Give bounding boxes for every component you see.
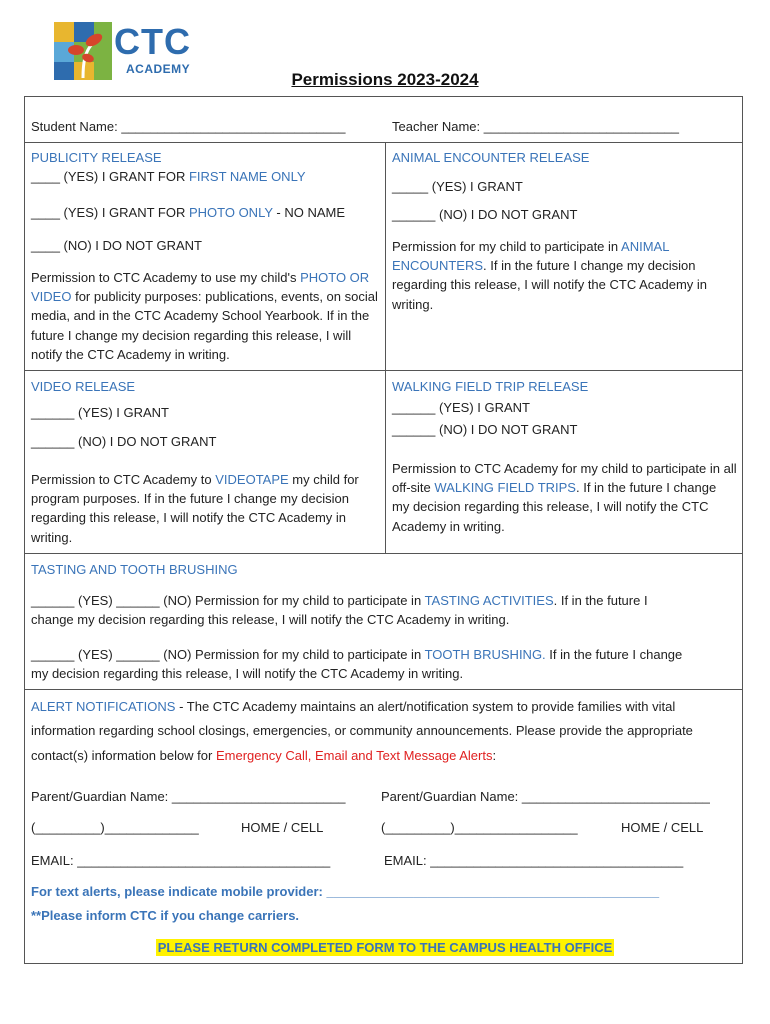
publicity-opt1-text: ____ (YES) I GRANT FOR bbox=[31, 169, 189, 184]
walking-para-text: Permission to CTC Academy for my child to participate in all off-site bbox=[392, 461, 737, 496]
tooth-brushing-line-2: my decision regarding this release, I will notify the CTC Academy in writing. bbox=[31, 666, 464, 681]
walking-para-highlight: WALKING FIELD TRIPS bbox=[434, 480, 576, 496]
phone-field-1[interactable]: (_________)_____________ bbox=[31, 820, 199, 835]
return-notice: PLEASE RETURN COMPLETED FORM TO THE CAMPUS HEALTH OFFICE bbox=[157, 940, 613, 955]
phone-field-2[interactable]: (_________)_________________ bbox=[381, 820, 578, 835]
publicity-option-no[interactable]: ____ (NO) I DO NOT GRANT bbox=[31, 238, 202, 253]
video-para-text: Permission to CTC Academy to bbox=[31, 472, 216, 487]
alerts-line3-rest: : bbox=[492, 748, 497, 763]
email-field-1[interactable]: EMAIL: ___________________________________ bbox=[31, 853, 331, 868]
publicity-option-photo[interactable] bbox=[31, 203, 345, 222]
animal-option-no[interactable]: ______ (NO) I DO NOT GRANT bbox=[392, 207, 578, 222]
walking-paragraph bbox=[392, 459, 737, 536]
divider-names bbox=[24, 142, 743, 143]
alerts-intro-line-1 bbox=[31, 697, 675, 716]
publicity-para-highlight: PHOTO OR VIDEO bbox=[31, 270, 370, 305]
email-field-2[interactable]: EMAIL: ___________________________________ bbox=[384, 853, 684, 868]
tasting-line-1[interactable] bbox=[31, 591, 648, 610]
video-option-no[interactable]: ______ (NO) I DO NOT GRANT bbox=[31, 434, 217, 449]
divider-row1 bbox=[24, 370, 743, 371]
publicity-para-text: Permission to CTC Academy to use my child's bbox=[31, 270, 301, 285]
student-name-label: Student Name bbox=[31, 119, 115, 134]
column-divider bbox=[385, 142, 386, 553]
phone-type-2[interactable]: HOME / CELL bbox=[621, 820, 704, 835]
tooth-line1-text: ______ (YES) ______ (NO) Permission for my child to participate in bbox=[31, 647, 425, 662]
publicity-para-rest: for publicity purposes: publications, events, on social media, and in the CTC Academy School Yearbook. If in the future I change my decision regarding this release, I will notify the CTC Academy in writing. bbox=[31, 289, 378, 362]
publicity-opt2-highlight: PHOTO ONLY bbox=[188, 205, 273, 220]
student-name-blank: : _______________________________ bbox=[114, 119, 346, 134]
animal-heading: ANIMAL ENCOUNTER RELEASE bbox=[392, 150, 590, 165]
logo-academy-text: ACADEMY bbox=[126, 62, 191, 76]
guardian-name-field-1[interactable]: Parent/Guardian Name: ________________________ bbox=[31, 789, 346, 804]
divider-row2 bbox=[24, 553, 743, 554]
walking-heading: WALKING FIELD TRIP RELEASE bbox=[392, 379, 589, 394]
alerts-heading: ALERT NOTIFICATIONS bbox=[31, 699, 176, 714]
video-heading: VIDEO RELEASE bbox=[31, 379, 136, 394]
mobile-provider-field[interactable]: For text alerts, please indicate mobile provider: ______________________________________________ bbox=[31, 884, 660, 899]
tasting-line1-highlight: TASTING ACTIVITIES bbox=[424, 593, 554, 608]
alerts-line1-text: - The CTC Academy maintains an alert/notification system to provide families with vital bbox=[175, 699, 676, 714]
tooth-brushing-line-1[interactable] bbox=[31, 645, 682, 664]
walking-option-yes[interactable]: ______ (YES) I GRANT bbox=[392, 400, 530, 415]
tooth-line1-highlight: TOOTH BRUSHING. bbox=[424, 647, 546, 662]
carrier-notice: **Please inform CTC if you change carriers. bbox=[31, 908, 300, 923]
publicity-option-first-name[interactable] bbox=[31, 167, 306, 186]
student-name-field[interactable] bbox=[31, 117, 345, 136]
teacher-name-field[interactable] bbox=[392, 117, 679, 136]
alerts-line3-highlight: Emergency Call, Email and Text Message Alerts bbox=[215, 748, 493, 763]
video-option-yes[interactable]: ______ (YES) I GRANT bbox=[31, 405, 169, 420]
tasting-line1-text: ______ (YES) ______ (NO) Permission for my child to participate in bbox=[31, 593, 425, 608]
animal-paragraph bbox=[392, 237, 737, 314]
publicity-opt1-highlight: FIRST NAME ONLY bbox=[188, 169, 306, 184]
tooth-line1-rest: If in the future I change bbox=[545, 647, 683, 662]
publicity-paragraph bbox=[31, 268, 381, 364]
guardian-name-field-2[interactable]: Parent/Guardian Name: __________________________ bbox=[381, 789, 710, 804]
alerts-intro-line-3 bbox=[31, 746, 496, 765]
tasting-heading: TASTING AND TOOTH BRUSHING bbox=[31, 562, 238, 577]
alerts-line3-text: contact(s) information below for bbox=[31, 748, 216, 763]
animal-para-text: Permission for my child to participate in bbox=[392, 239, 622, 254]
animal-para-rest: . If in the future I change my decision regarding this release, I will notify the CTC Academy in writing. bbox=[392, 258, 708, 312]
publicity-heading: PUBLICITY RELEASE bbox=[31, 150, 162, 165]
tasting-line-2: change my decision regarding this release, I will notify the CTC Academy in writing. bbox=[31, 612, 510, 627]
animal-para-highlight: ANIMAL ENCOUNTERS bbox=[392, 239, 669, 274]
divider-tasting bbox=[24, 689, 743, 690]
phone-type-1[interactable]: HOME / CELL bbox=[241, 820, 324, 835]
publicity-opt2-text: ____ (YES) I GRANT FOR bbox=[31, 205, 189, 220]
return-notice-wrap bbox=[0, 938, 770, 957]
teacher-name-label: Teacher Name bbox=[392, 119, 477, 134]
video-para-highlight: VIDEOTAPE bbox=[215, 472, 289, 487]
video-paragraph bbox=[31, 470, 376, 547]
walking-para-rest: . If in the future I change my decision regarding this release, I will notify the CTC Academy in writing. bbox=[392, 480, 717, 534]
video-para-rest: my child for program purposes. If in the future I change my decision regarding this release, I will notify the CTC Academy in writing. bbox=[31, 472, 359, 545]
tasting-line1-rest: . If in the future I bbox=[553, 593, 648, 608]
logo-ctc-text: CTC bbox=[114, 21, 191, 62]
publicity-opt2-suffix: - NO NAME bbox=[272, 205, 346, 220]
teacher-name-blank: : ___________________________ bbox=[476, 119, 679, 134]
animal-option-yes[interactable]: _____ (YES) I GRANT bbox=[392, 179, 523, 194]
page-title: Permissions 2023-2024 bbox=[291, 70, 479, 89]
walking-option-no[interactable]: ______ (NO) I DO NOT GRANT bbox=[392, 422, 578, 437]
alerts-intro-line-2: information regarding school closings, emergencies, or community announcements. Please provide the appropriate bbox=[31, 723, 693, 738]
